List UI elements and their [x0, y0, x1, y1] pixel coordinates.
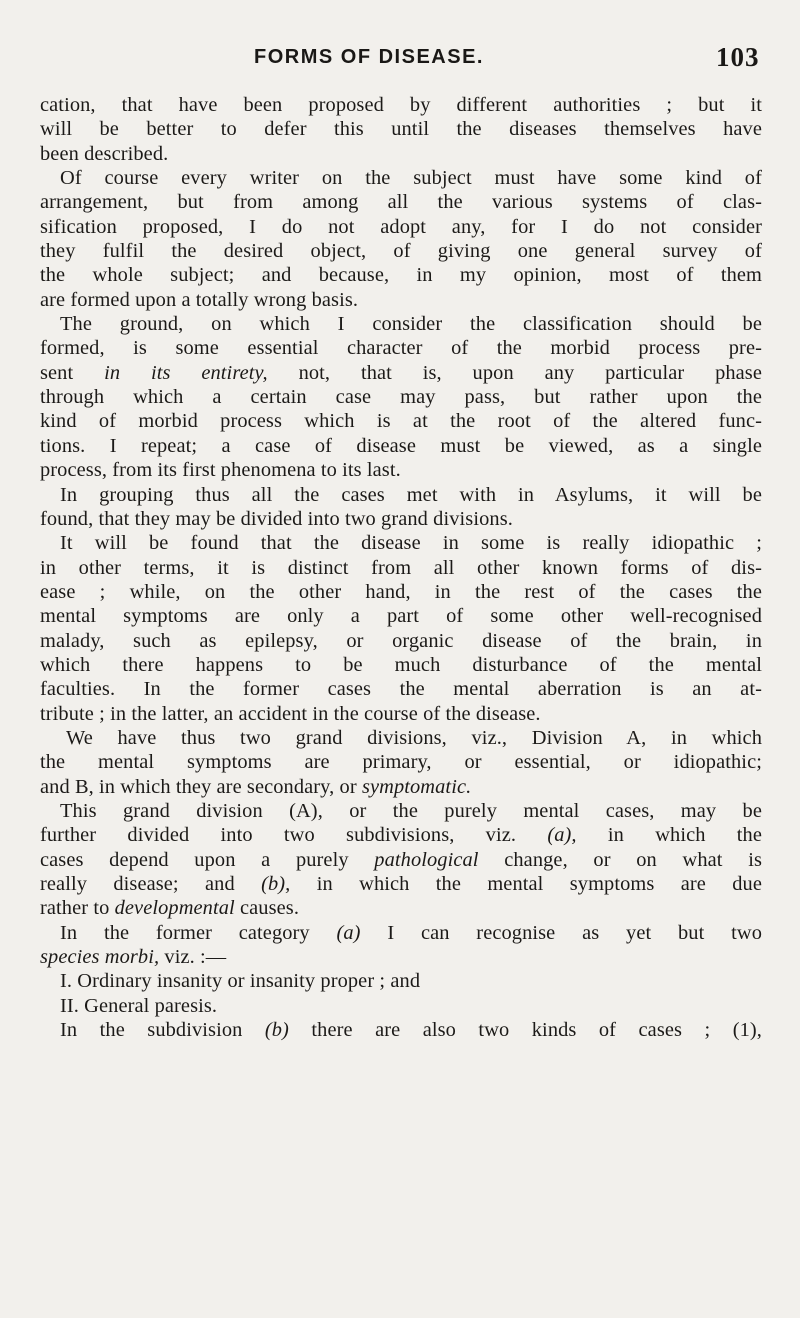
text-line: [40, 1018, 762, 1042]
text-line: [40, 726, 762, 750]
text-line: [40, 458, 762, 482]
text-line: [40, 994, 762, 1018]
text-line: [40, 750, 762, 774]
text-segment: they fulfil the desired object, of giving one general survey of: [40, 240, 762, 263]
italic-text: (b): [264, 1019, 289, 1042]
text-line: [40, 629, 762, 653]
text-segment: really disease; and: [40, 873, 262, 895]
text-segment: and B, in which they are secondary, or: [40, 775, 362, 798]
italic-text: pathological: [374, 848, 479, 871]
text-segment: ease ; while, on the other hand, in the rest of the cases the: [40, 580, 762, 603]
italic-text: symptomatic.: [361, 775, 472, 798]
text-line: [40, 507, 762, 531]
text-segment: through which a certain case may pass, but rather upon the: [40, 386, 762, 409]
text-line: [40, 483, 762, 507]
text-line: [40, 263, 762, 287]
text-segment: in which the mental symptoms are due: [290, 873, 762, 895]
italic-text: in its entirety,: [104, 361, 268, 384]
text-line: [40, 969, 762, 993]
text-line: [40, 312, 762, 336]
text-line: [40, 142, 762, 166]
text-segment: further divided into two subdivisions, viz.: [40, 824, 548, 847]
text-segment: process, from its first phenomena to its last.: [40, 459, 401, 482]
text-segment: I. Ordinary insanity or insanity proper ; and: [60, 970, 421, 993]
text-segment: in which the: [576, 824, 762, 847]
text-segment: are formed upon a totally wrong basis.: [40, 288, 359, 311]
italic-text: species morbi,: [40, 946, 160, 969]
text-line: [40, 945, 762, 969]
text-segment: been described.: [40, 142, 169, 165]
text-line: [40, 190, 762, 214]
text-line: [40, 385, 762, 409]
italic-text: (b),: [261, 873, 291, 895]
text-segment: in other terms, it is distinct from all other known forms of dis-: [40, 556, 762, 579]
running-title: FORMS OF DISEASE.: [254, 46, 484, 68]
text-line: [40, 702, 762, 726]
text-segment: We have thus two grand divisions, viz., Division A, in which: [66, 726, 762, 749]
page-number: 103: [716, 42, 760, 72]
text-segment: The ground, on which I consider the classification should be: [60, 313, 762, 336]
text-segment: Of course every writer on the subject must have some kind of: [60, 167, 762, 190]
text-line: [40, 677, 762, 701]
text-segment: cases depend upon a purely: [40, 848, 375, 871]
text-segment: which there happens to be much disturbance of the mental: [40, 653, 762, 676]
text-line: [40, 823, 762, 847]
text-segment: In the subdivision: [60, 1019, 265, 1042]
text-segment: It will be found that the disease in some is really idiopathic ;: [60, 532, 762, 555]
text-segment: tribute ; in the latter, an accident in the course of the disease.: [40, 702, 541, 725]
text-segment: formed, is some essential character of the morbid process pre-: [40, 337, 762, 360]
text-line: [40, 166, 762, 190]
text-line: [40, 288, 762, 312]
text-segment: not, that is, upon any particular phase: [267, 361, 762, 384]
running-head: [0, 42, 800, 80]
text-segment: arrangement, but from among all the various systems of clas-: [40, 191, 762, 214]
text-line: [40, 896, 762, 920]
text-line: [40, 361, 762, 385]
text-segment: rather to: [40, 897, 115, 920]
text-line: [40, 848, 762, 872]
text-line: [40, 531, 762, 555]
text-line: [40, 336, 762, 360]
italic-text: developmental: [114, 897, 235, 920]
text-segment: malady, such as epilepsy, or organic disease of the brain, in: [40, 629, 762, 652]
text-segment: tions. I repeat; a case of disease must be viewed, as a single: [40, 434, 762, 457]
text-segment: mental symptoms are only a part of some other well-recognised: [40, 605, 762, 628]
text-segment: kind of morbid process which is at the root of the altered func-: [40, 410, 762, 433]
text-line: [40, 921, 762, 945]
text-line: [40, 93, 762, 117]
text-segment: the mental symptoms are primary, or essential, or idiopathic;: [40, 751, 762, 774]
text-line: [40, 604, 762, 628]
text-segment: sification proposed, I do not adopt any, for I do not consider: [40, 215, 762, 238]
text-segment: This grand division (A), or the purely mental cases, may be: [60, 799, 762, 822]
text-segment: In grouping thus all the cases met with in Asylums, it will be: [60, 483, 762, 506]
text-segment: II. General paresis.: [60, 994, 218, 1017]
text-segment: found, that they may be divided into two grand divisions.: [40, 507, 513, 530]
text-line: [40, 434, 762, 458]
text-line: [40, 117, 762, 141]
text-line: [40, 872, 762, 896]
text-segment: there are also two kinds of cases ; (1),: [288, 1019, 762, 1042]
text-segment: will be better to defer this until the diseases themselves have: [40, 118, 762, 141]
text-line: [40, 653, 762, 677]
text-segment: sent: [40, 361, 105, 384]
text-line: [40, 799, 762, 823]
body-text: [40, 93, 762, 1042]
text-line: [40, 215, 762, 239]
italic-text: (a),: [547, 824, 577, 847]
text-line: [40, 239, 762, 263]
text-line: [40, 556, 762, 580]
text-segment: causes.: [234, 897, 300, 920]
text-segment: I can recognise as yet but two: [360, 921, 762, 944]
text-segment: faculties. In the former cases the mental aberration is an at-: [40, 678, 762, 701]
text-segment: viz. :—: [159, 946, 227, 969]
italic-text: (a): [336, 921, 361, 944]
text-line: [40, 580, 762, 604]
text-segment: In the former category: [60, 921, 337, 944]
text-segment: cation, that have been proposed by different authorities ; but it: [40, 94, 762, 116]
text-segment: the whole subject; and because, in my opinion, most of them: [40, 264, 762, 287]
text-line: [40, 775, 762, 799]
text-line: [40, 409, 762, 433]
text-segment: change, or on what is: [478, 848, 762, 871]
